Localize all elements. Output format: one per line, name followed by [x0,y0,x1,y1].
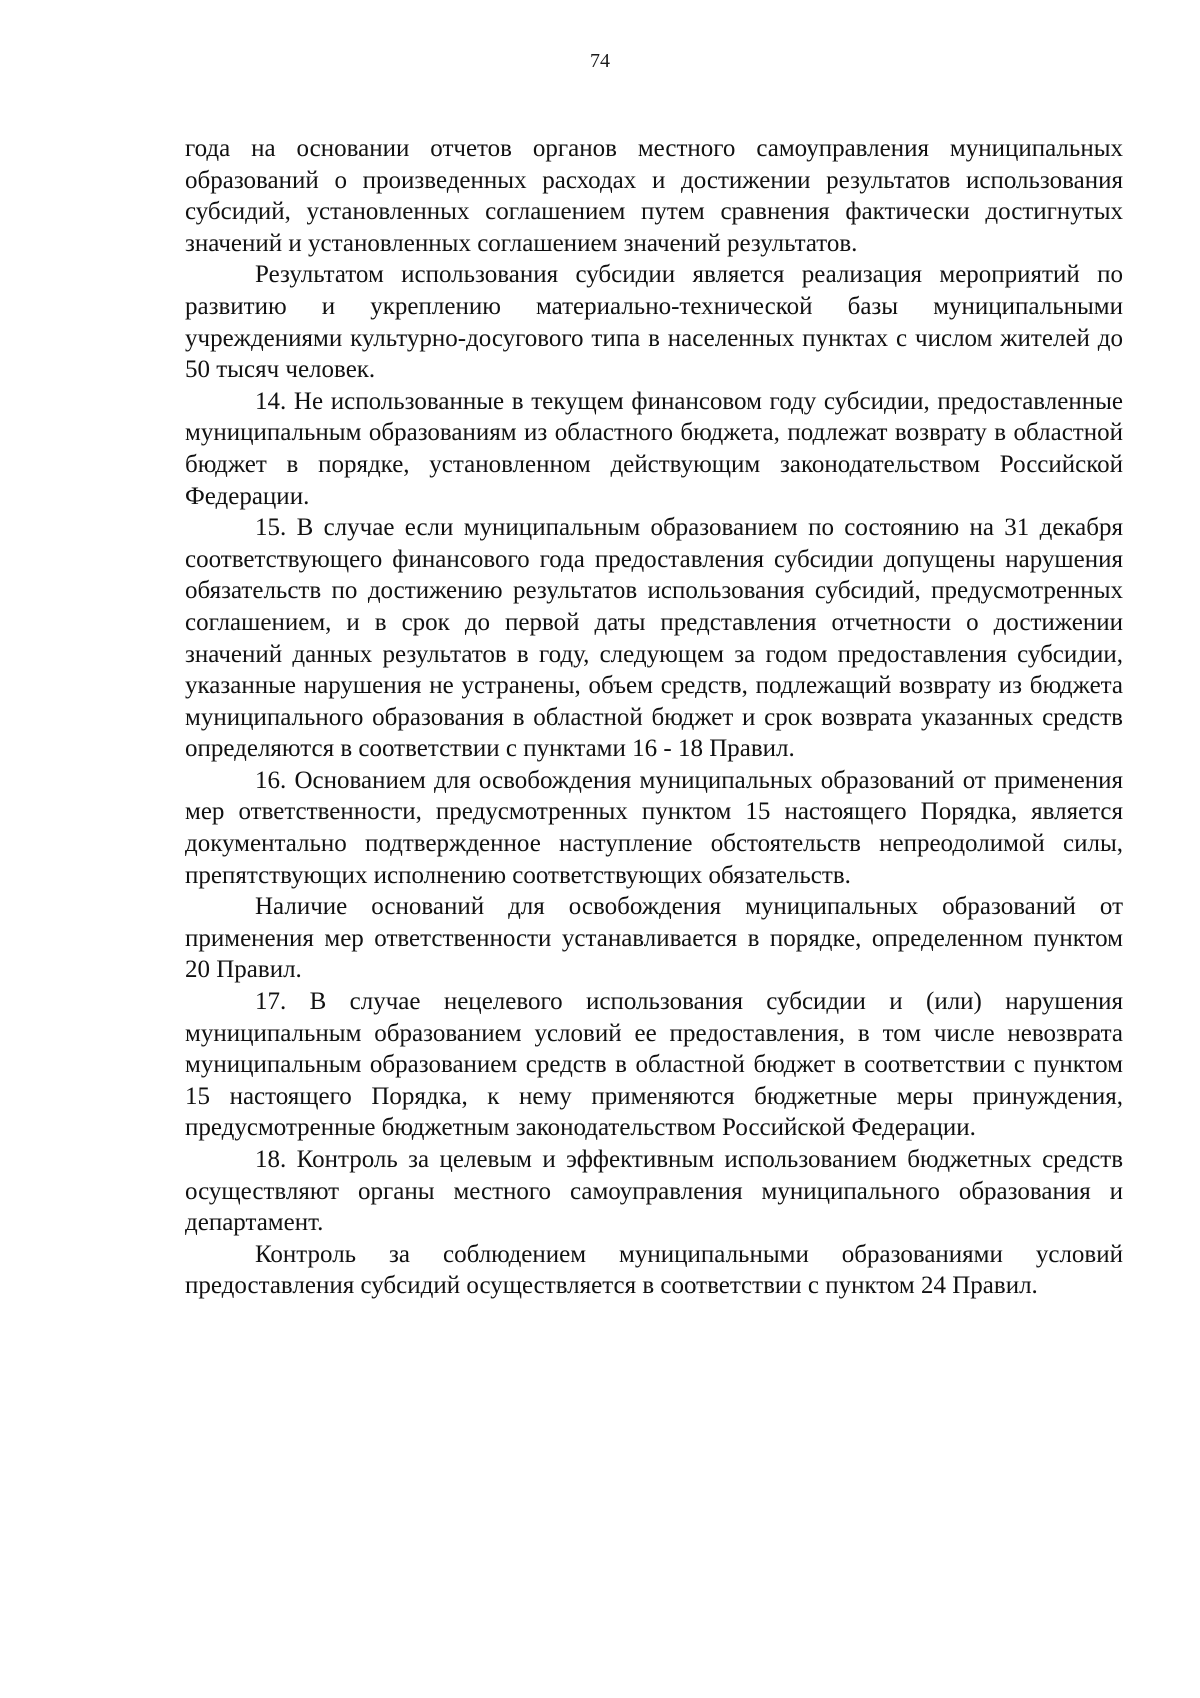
paragraph-continuation: года на основании отчетов органов местного самоуправления муниципальных образований о произведенных расходах и достижении результатов использования субсидий, установленных соглашением путем сравнения фактически достигнутых значений и установленных соглашением значений результатов. [185,135,1123,257]
paragraph-item-18: 18. Контроль за целевым и эффективным использованием бюджетных средств осуществляют органы местного самоуправления муниципального образования и департамент. [185,1146,1123,1237]
paragraph-control-conditions: Контроль за соблюдением муниципальными образованиями условий предоставления субсидий осуществляется в соответствии с пунктом 24 Правил. [185,1240,1123,1300]
page-number: 74 [590,50,610,72]
paragraph-item-17: 17. В случае нецелевого использования субсидии и (или) нарушения муниципальным образованием условий ее предоставления, в том числе невозврата муниципальным образованием средств в областной бюджет в соответствии с пунктом 15 настоящего Порядка, к нему применяются бюджетные меры принуждения, предусмотренные бюджетным законодательством Российской Федерации. [185,988,1123,1142]
paragraph-item-15: 15. В случае если муниципальным образованием по состоянию на 31 декабря соответствующего финансового года предоставления субсидии допущены нарушения обязательств по достижению результатов использования субсидий, предусмотренных соглашением, и в срок до первой даты представления отчетности о достижении значений данных результатов в году, следующем за годом предоставления субсидии, указанные нарушения не устранены, объем средств, подлежащий возврату из бюджета муниципального образования в областной бюджет и срок возврата указанных средств определяются в соответствии с пунктами 16 - 18 Правил. [185,514,1123,763]
paragraph-item-16: 16. Основанием для освобождения муниципальных образований от применения мер ответственности, предусмотренных пунктом 15 настоящего Порядка, является документально подтвержденное наступление обстоятельств непреодолимой силы, препятствующих исполнению соответствующих обязательств. [185,766,1123,889]
paragraph-grounds-exemption: Наличие оснований для освобождения муниципальных образований от применения мер ответственности устанавливается в порядке, определенном пунктом 20 Правил. [185,893,1123,984]
paragraph-subsidy-result: Результатом использования субсидии является реализация мероприятий по развитию и укреплению материально-технической базы муниципальными учреждениями культурно-досугового типа в населенных пунктах с числом жителей до 50 тысяч человек. [185,261,1123,384]
document-body [185,133,1123,1302]
paragraph-item-14: 14. Не использованные в текущем финансовом году субсидии, предоставленные муниципальным образованиям из областного бюджета, подлежат возврату в областной бюджет в порядке, установленном действующим законодательством Российской Федерации. [185,387,1123,510]
